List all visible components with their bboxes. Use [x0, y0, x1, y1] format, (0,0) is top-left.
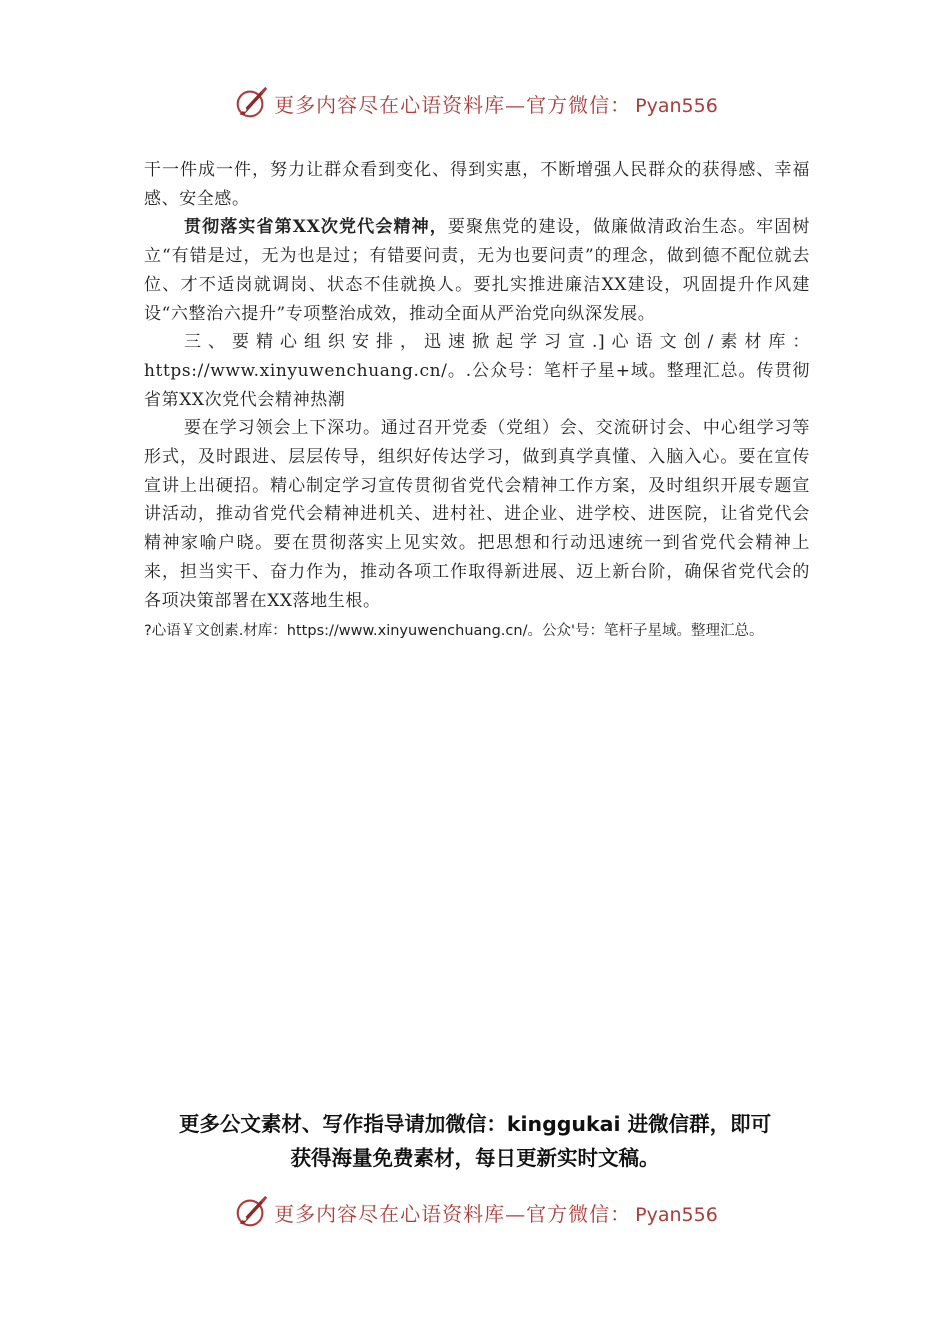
footer-handle: Pyan556 — [635, 1203, 718, 1226]
paragraph-2-text: 要聚焦党的建设，做廉做清政治生态。牢固树立“有错是过，无为也是过；有错要问责，无为也要问责”的理念，做到德不配位就去位、才不适岗就调岗、状态不佳就换人。要扎实推进廉洁XX建设，巩固提升作风建设“六整治六提升”专项整治成效，推动全面从严治党向纵深发展。 — [144, 217, 810, 324]
paragraph-2 — [144, 213, 810, 328]
pen-circle-logo-icon — [232, 84, 270, 122]
footer-text: 更多内容尽在心语资料库—官方微信： Pyan556 — [274, 1201, 718, 1226]
promo-line-2: 获得海量免费素材，每日更新实时文稿。 — [290, 1146, 660, 1170]
header-handle: Pyan556 — [635, 94, 718, 117]
pen-circle-logo-icon — [232, 1193, 270, 1231]
header-banner — [0, 78, 950, 128]
section-heading-3: 三、要精心组织安排，迅速掀起学习宣.]心语文创/素材库：https://www.xinyuwenchuang.cn/。.公众号：笔杆子星+域。整理汇总。传贯彻省第XX次党代会精神热潮 — [144, 332, 810, 410]
footer-banner — [0, 1187, 950, 1237]
promo-block — [0, 1107, 950, 1175]
source-footnote: ?心语￥文创素.材库：https://www.xinyuwenchuang.cn/。公众'号：笔杆子星域。整理汇总。 — [144, 623, 764, 640]
document-body — [144, 156, 810, 646]
paragraph-4: 要在学习领会上下深功。通过召开党委（党组）会、交流研讨会、中心组学习等形式，及时跟进、层层传导，组织好传达学习，做到真学真懂、入脑入心。要在宣传宣讲上出硬招。精心制定学习宣传贯彻省党代会精神工作方案，及时组织开展专题宣讲活动，推动省党代会精神进机关、进村社、进企业、进学校、进医院，让省党代会精神家喻户晓。要在贯彻落实上见实效。把思想和行动迅速统一到省党代会精神上来，担当实干、奋力作为，推动各项工作取得新进展、迈上新台阶，确保省党代会的各项决策部署在XX落地生根。 — [144, 418, 810, 611]
promo-line-1: 更多公文素材、写作指导请加微信：kinggukai 进微信群，即可 — [178, 1112, 772, 1136]
paragraph-1: 干一件成一件，努力让群众看到变化、得到实惠，不断增强人民群众的获得感、幸福感、安全感。 — [144, 160, 810, 209]
header-text: 更多内容尽在心语资料库—官方微信： Pyan556 — [274, 92, 718, 117]
paragraph-2-heading: 贯彻落实省第XX次党代会精神， — [184, 217, 448, 238]
